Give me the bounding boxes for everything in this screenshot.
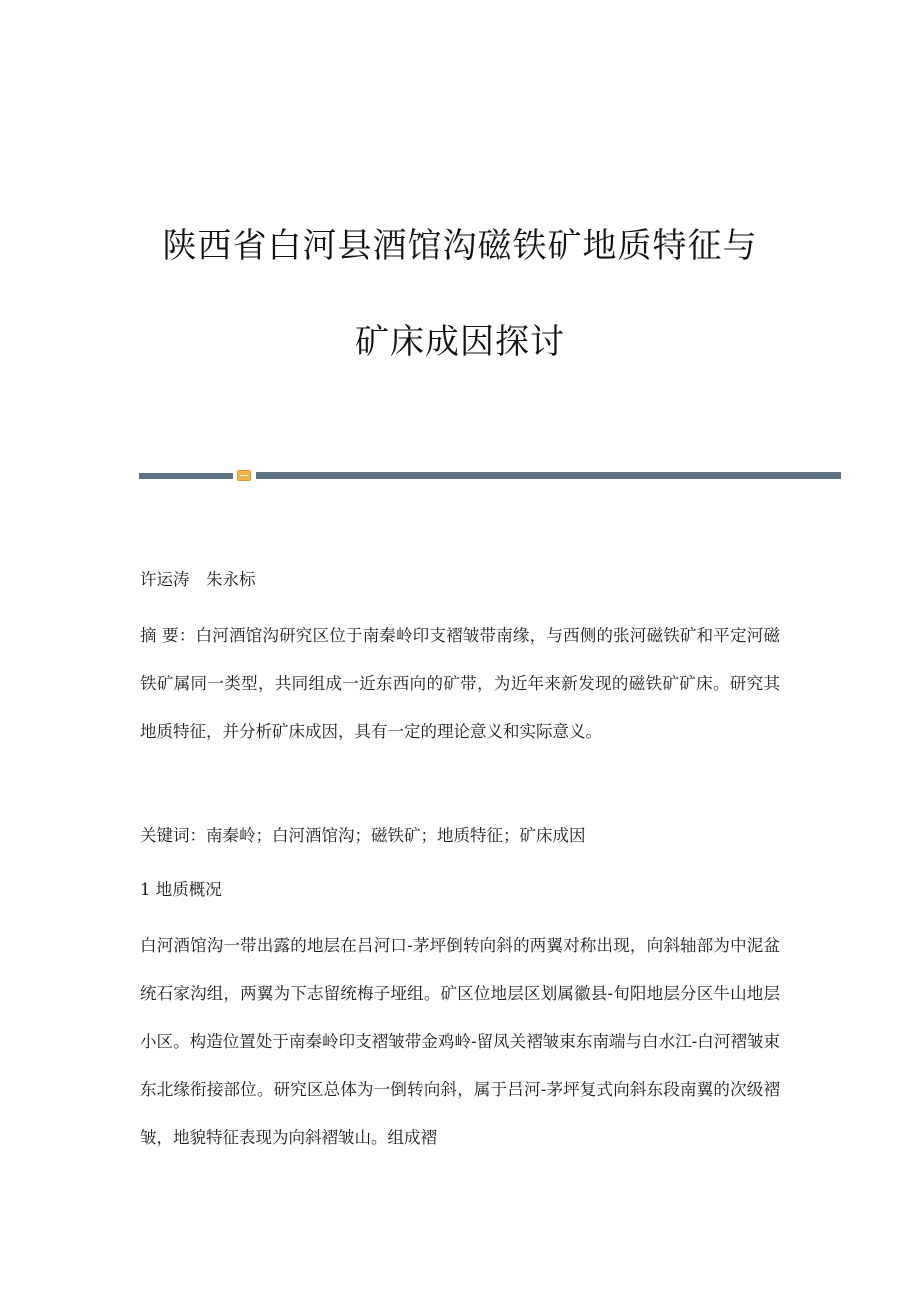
keywords (140, 812, 780, 860)
document-title-line-2: 矿床成因探讨 (355, 322, 565, 362)
divider-bar-right (256, 472, 841, 479)
abstract (140, 612, 780, 756)
keywords-label: 关键词： (140, 826, 206, 845)
abstract-label: 摘 要： (140, 626, 196, 645)
section-heading: 1 地质概况 (140, 880, 222, 899)
authors-line: 许运涛 朱永标 (140, 570, 256, 589)
document-title-line-1: 陕西省白河县酒馆沟磁铁矿地质特征与 (162, 226, 758, 266)
title-divider (139, 470, 841, 482)
divider-bar-left (139, 473, 233, 479)
divider-marker-icon (237, 470, 251, 481)
keywords-text: 南秦岭；白河酒馆沟；磁铁矿；地质特征；矿床成因 (206, 826, 586, 845)
body-paragraph: 白河酒馆沟一带出露的地层在吕河口-茅坪倒转向斜的两翼对称出现，向斜轴部为中泥盆统石家沟组，两翼为下志留统梅子垭组。矿区位地层区划属徽县-旬阳地层分区牛山地层小区。构造位置处于南秦岭印支褶皱带金鸡岭-留凤关褶皱束东南端与白水江-白河褶皱束东北缘衔接部位。研究区总体为一倒转向斜，属于吕河-茅坪复式向斜东段南翼的次级褶皱，地貌特征表现为向斜褶皱山。组成褶 (140, 936, 780, 1147)
abstract-text: 白河酒馆沟研究区位于南秦岭印支褶皱带南缘，与西侧的张河磁铁矿和平定河磁铁矿属同一类型，共同组成一近东西向的矿带，为近年来新发现的磁铁矿矿床。研究其地质特征，并分析矿床成因，具有一定的理论意义和实际意义。 (140, 626, 780, 741)
